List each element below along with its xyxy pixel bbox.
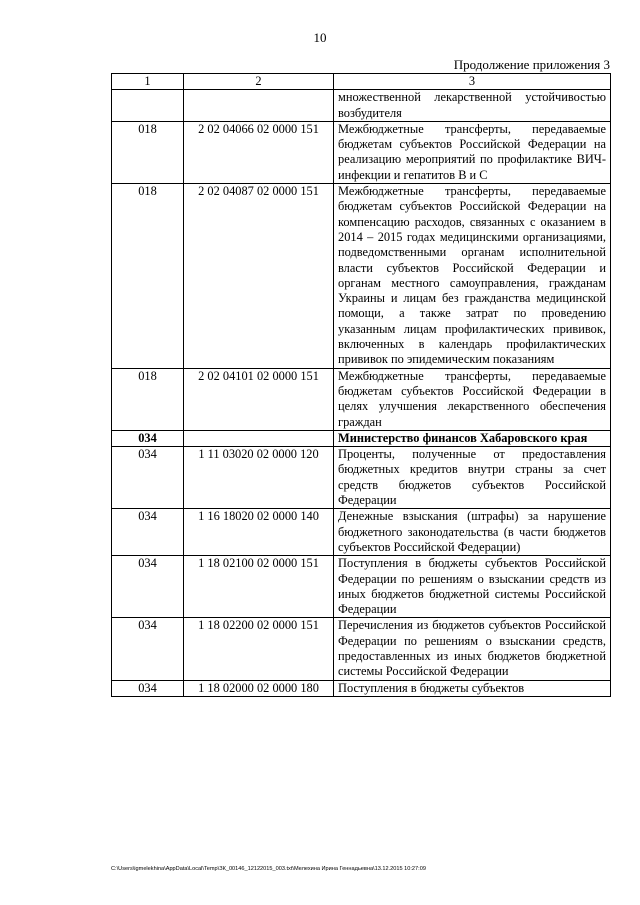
- admin-code-cell: 034: [112, 556, 184, 618]
- admin-code-cell: 018: [112, 184, 184, 369]
- admin-code-cell: 018: [112, 121, 184, 183]
- table-row: [112, 184, 611, 369]
- revenue-name-cell: множественной лекарственной устойчивостью возбудителя: [334, 90, 611, 122]
- revenue-name-cell: Поступления в бюджеты субъектов Российской Федерации по решениям о взыскании средств из иных бюджетов бюджетной системы Российской Федерации: [334, 556, 611, 618]
- column-header: 2: [184, 74, 334, 90]
- admin-code-cell: 034: [112, 680, 184, 696]
- table-row: [112, 680, 611, 696]
- table-row: [112, 618, 611, 680]
- admin-code-cell: 034: [112, 447, 184, 509]
- admin-code-cell: 018: [112, 368, 184, 430]
- admin-code-cell: 034: [112, 509, 184, 556]
- revenue-name-cell: Проценты, полученные от предоставления бюджетных кредитов внутри страны за счет средств бюджетов субъектов Российской Федерации: [334, 447, 611, 509]
- table-row: [112, 368, 611, 430]
- revenue-code-cell: 1 18 02000 02 0000 180: [184, 680, 334, 696]
- revenue-code-cell: 2 02 04087 02 0000 151: [184, 184, 334, 369]
- continuation-label: Продолжение приложения 3: [453, 57, 610, 72]
- table-header-row: [112, 74, 611, 90]
- revenue-code-cell: 1 18 02100 02 0000 151: [184, 556, 334, 618]
- revenue-name-cell: Межбюджетные трансферты, передаваемые бюджетам субъектов Российской Федерации на реализацию мероприятий по профилактике ВИЧ-инфекции и гепатитов В и С: [334, 121, 611, 183]
- column-header: 1: [112, 74, 184, 90]
- revenue-name-cell: Межбюджетные трансферты, передаваемые бюджетам субъектов Российской Федерации в целях улучшения лекарственного обеспечения граждан: [334, 368, 611, 430]
- table-row: [112, 121, 611, 183]
- table-row: [112, 556, 611, 618]
- revenue-name-cell: Перечисления из бюджетов субъектов Российской Федерации по решениям о взыскании средств, предоставленных из иных бюджетов бюджетной системы Российской Федерации: [334, 618, 611, 680]
- column-header: 3: [334, 74, 611, 90]
- revenue-code-cell: 2 02 04066 02 0000 151: [184, 121, 334, 183]
- admin-code-cell: 034: [112, 430, 184, 446]
- table-row-ministry: [112, 430, 611, 446]
- revenue-code-cell: [184, 430, 334, 446]
- revenue-code-cell: 2 02 04101 02 0000 151: [184, 368, 334, 430]
- ministry-name-cell: Министерство финансов Хабаровского края: [334, 430, 611, 446]
- table-row: [112, 447, 611, 509]
- revenue-codes-table: [111, 73, 611, 697]
- page-number: 10: [313, 30, 327, 45]
- revenue-code-cell: [184, 90, 334, 122]
- table-row: [112, 90, 611, 122]
- table-row: [112, 509, 611, 556]
- file-path-footer: C:\Users\igmelekhina\AppData\Local\Temp\ЗК_00146_12122015_003.txt\Мелехина Ирина Геннадьевна\13.12.2015 10:27:09: [111, 866, 426, 872]
- revenue-code-cell: 1 16 18020 02 0000 140: [184, 509, 334, 556]
- revenue-name-cell: Межбюджетные трансферты, передаваемые бюджетам субъектов Российской Федерации на компенсацию расходов, связанных с оказанием в 2014 – 2015 годах медицинскими организациями, подведомственными органам исполнительной власти субъектов Российской Федерации и органам местного самоуправления, гражданам Украины и лицам без гражданства медицинской помощи, а также затрат по проведению указанным лицам профилактических прививок, включенных в календарь профилактических прививок по эпидемическим показаниям: [334, 184, 611, 369]
- admin-code-cell: [112, 90, 184, 122]
- revenue-name-cell: Денежные взыскания (штрафы) за нарушение бюджетного законодательства (в части бюджетов субъектов Российской Федерации): [334, 509, 611, 556]
- revenue-code-cell: 1 18 02200 02 0000 151: [184, 618, 334, 680]
- revenue-code-cell: 1 11 03020 02 0000 120: [184, 447, 334, 509]
- revenue-name-cell: Поступления в бюджеты субъектов: [334, 680, 611, 696]
- admin-code-cell: 034: [112, 618, 184, 680]
